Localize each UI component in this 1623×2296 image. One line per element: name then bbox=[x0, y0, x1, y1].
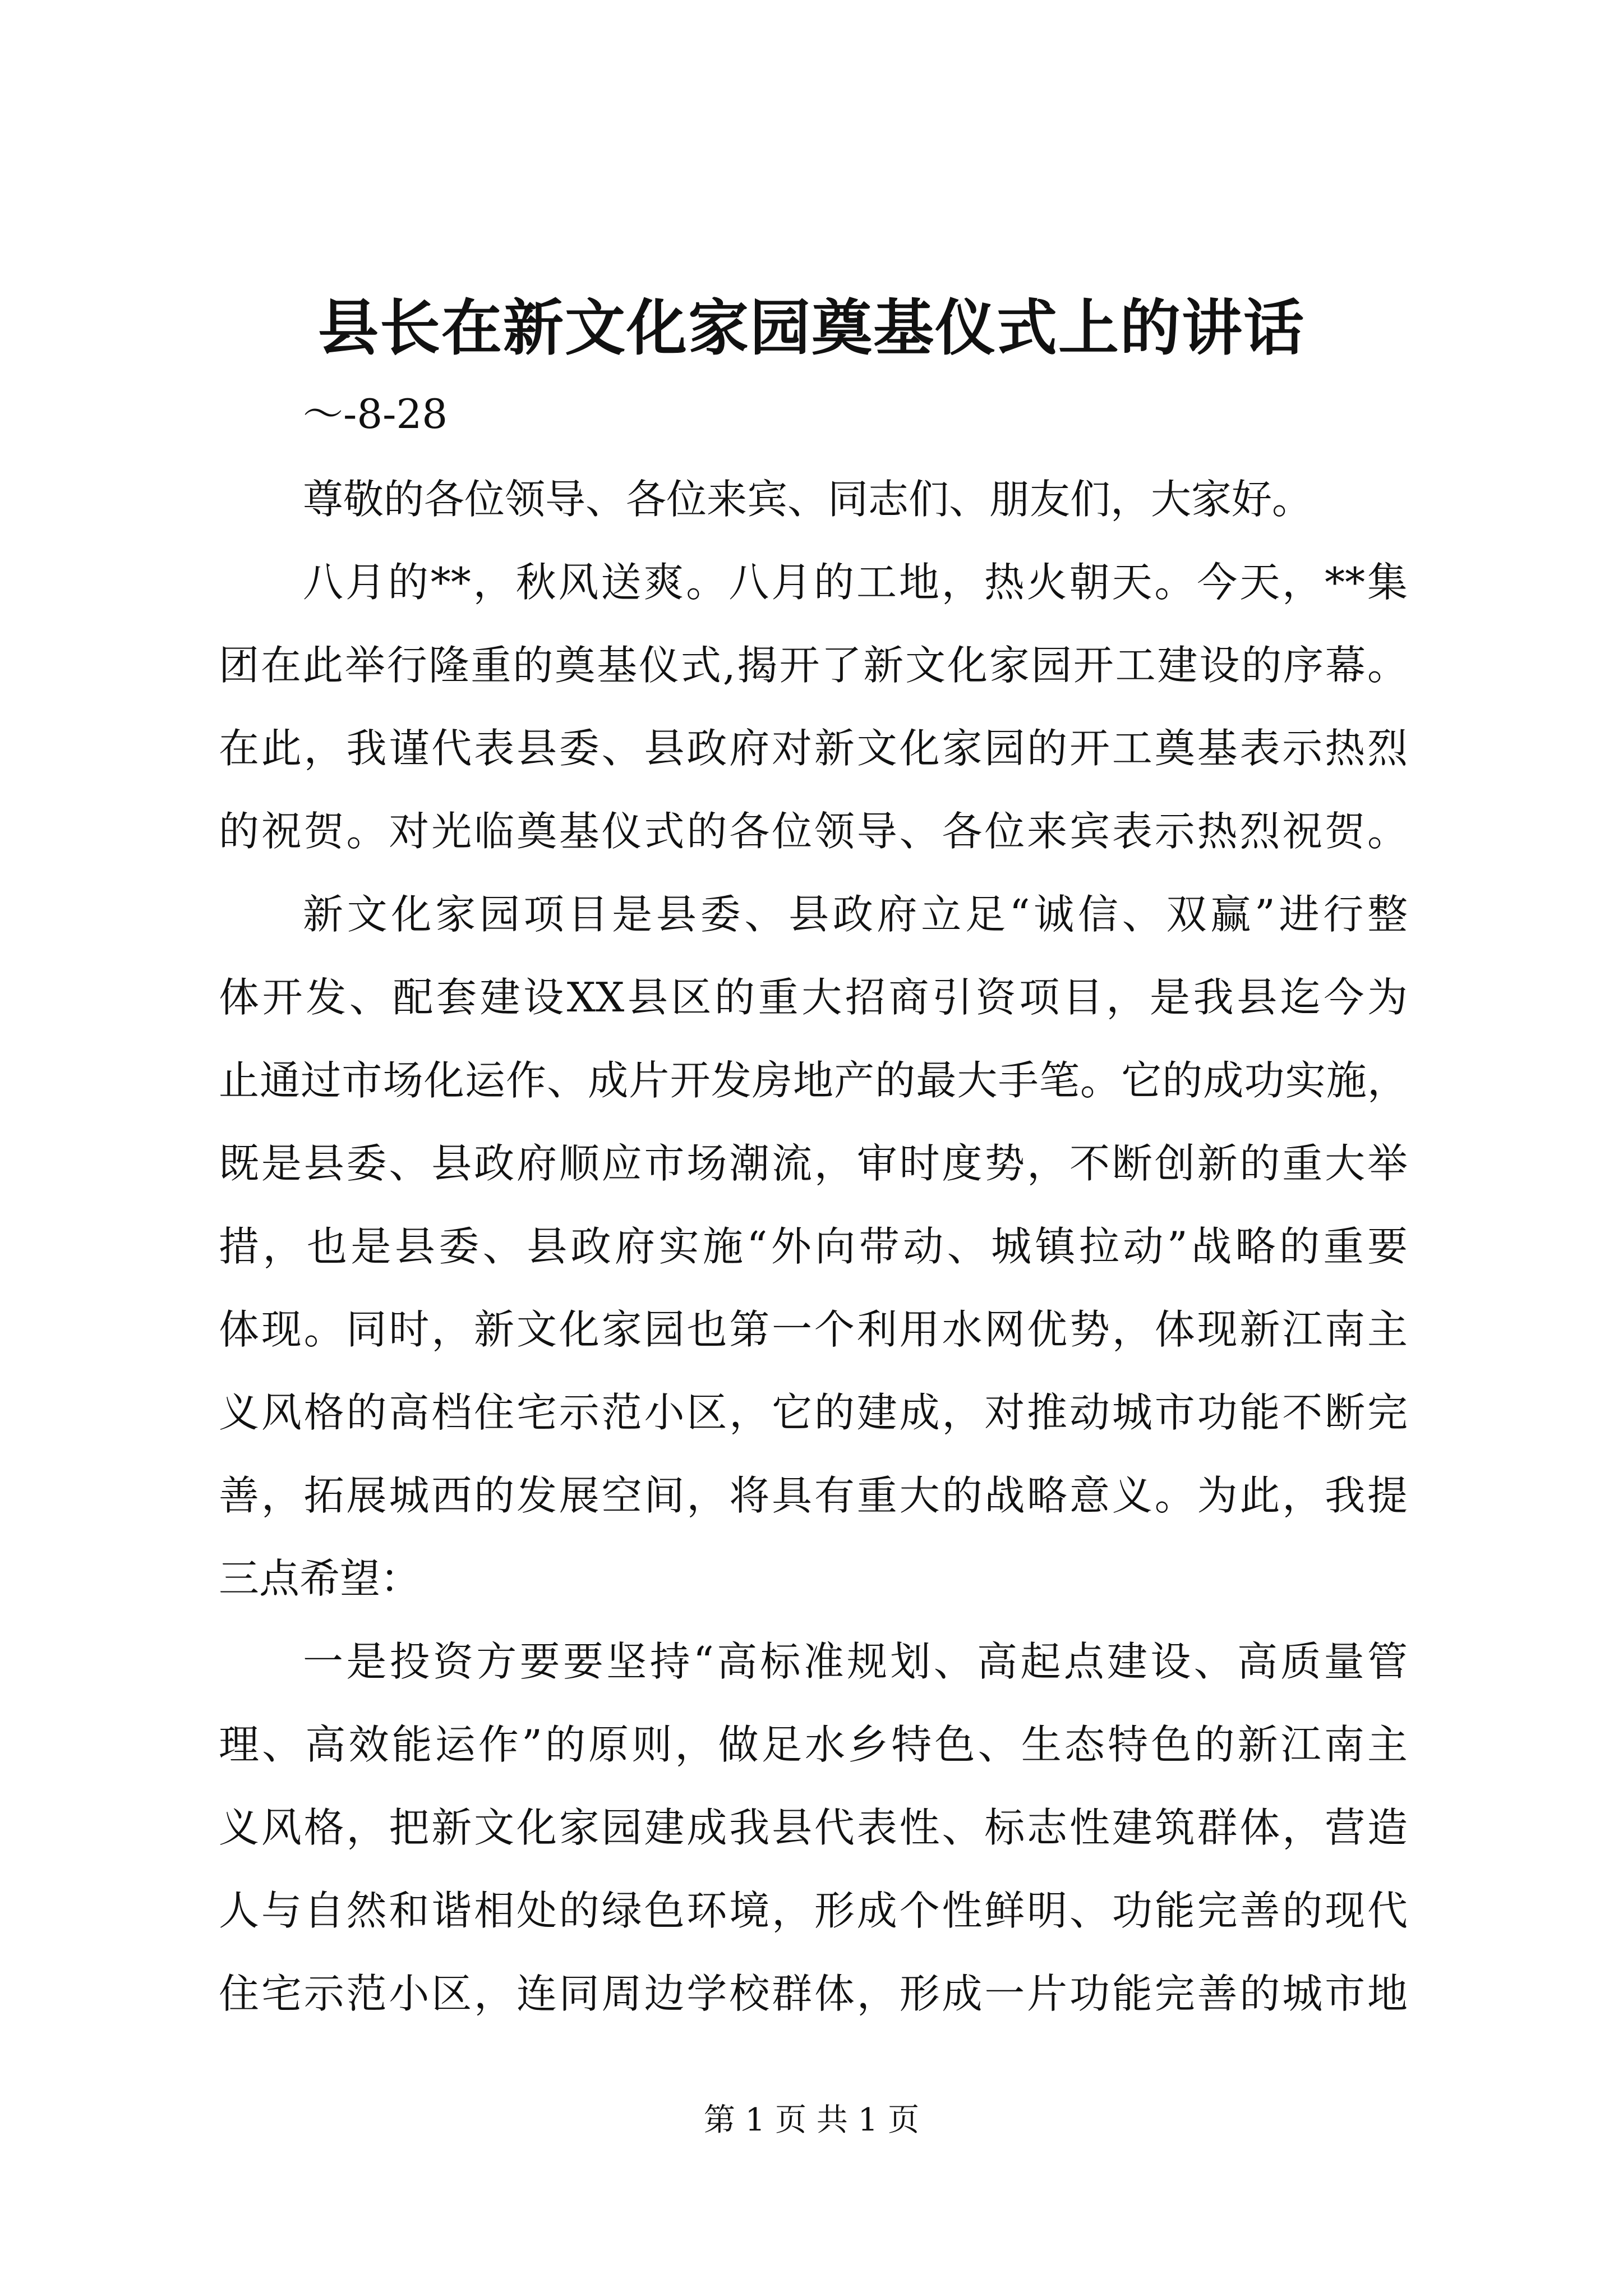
document-title: 县长在新文化家园奠基仪式上的讲话 bbox=[317, 293, 1305, 364]
paragraph-line: 既是县委、县政府顺应市场潮流，审时度势，不断创新的重大举 bbox=[219, 1140, 1408, 1187]
paragraph-line: 止通过市场化运作、成片开发房地产的最大手笔。它的成功实施， bbox=[219, 1057, 1408, 1104]
paragraph-line: 三点希望： bbox=[219, 1555, 421, 1602]
document-date: ～-8-28 bbox=[303, 390, 448, 438]
paragraph-line: 团在此举行隆重的奠基仪式,揭开了新文化家园开工建设的序幕。 bbox=[219, 642, 1408, 689]
paragraph-line: 义风格的高档住宅示范小区，它的建成，对推动城市功能不断完 bbox=[219, 1389, 1408, 1436]
page-footer: 第 1 页 共 1 页 bbox=[703, 2102, 920, 2138]
paragraph-line: 住宅示范小区，连同周边学校群体，形成一片功能完善的城市地 bbox=[219, 1970, 1408, 2017]
paragraph-line: 义风格，把新文化家园建成我县代表性、标志性建筑群体，营造 bbox=[219, 1804, 1408, 1851]
paragraph-line: 体现。同时，新文化家园也第一个利用水网优势，体现新江南主 bbox=[219, 1306, 1408, 1353]
paragraph-line: 善，拓展城西的发展空间，将具有重大的战略意义。为此，我提 bbox=[219, 1472, 1408, 1519]
paragraph-line: 尊敬的各位领导、各位来宾、同志们、朋友们，大家好。 bbox=[303, 476, 1313, 523]
paragraph-line: 措，也是县委、县政府实施“外向带动、城镇拉动”战略的重要 bbox=[219, 1223, 1408, 1270]
paragraph-line: 在此，我谨代表县委、县政府对新文化家园的开工奠基表示热烈 bbox=[219, 725, 1408, 772]
paragraph-line: 理、高效能运作”的原则，做足水乡特色、生态特色的新江南主 bbox=[219, 1721, 1408, 1768]
paragraph-line: 的祝贺。对光临奠基仪式的各位领导、各位来宾表示热烈祝贺。 bbox=[219, 808, 1408, 855]
paragraph-line: 体开发、配套建设XX县区的重大招商引资项目，是我县迄今为 bbox=[219, 974, 1408, 1021]
paragraph-line: 人与自然和谐相处的绿色环境，形成个性鲜明、功能完善的现代 bbox=[219, 1887, 1408, 1934]
paragraph-line: 一是投资方要要坚持“高标准规划、高起点建设、高质量管 bbox=[303, 1638, 1408, 1685]
paragraph-line: 新文化家园项目是县委、县政府立足“诚信、双赢”进行整 bbox=[303, 891, 1408, 938]
paragraph-line: 八月的**，秋风送爽。八月的工地，热火朝天。今天，**集 bbox=[303, 559, 1408, 606]
